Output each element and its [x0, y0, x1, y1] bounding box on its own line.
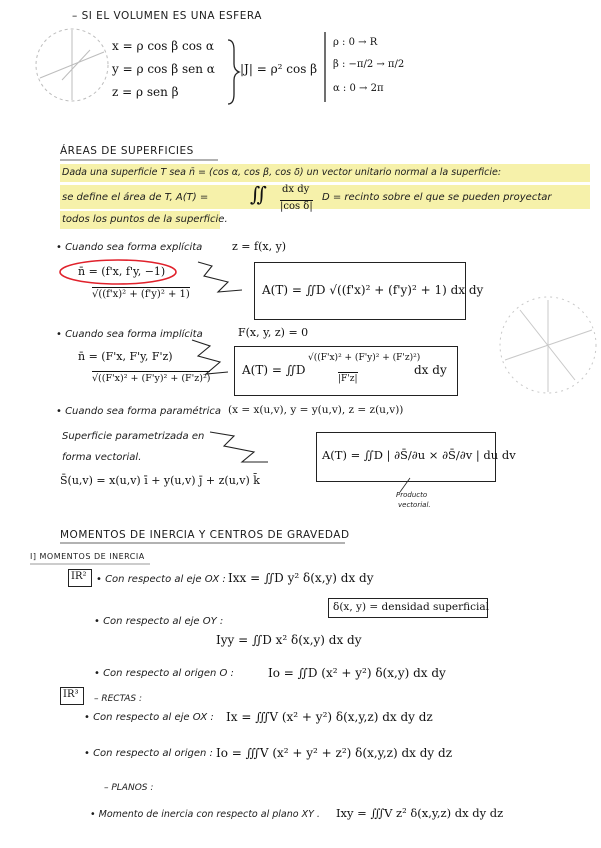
ox3-label: • Con respecto al eje OX :	[84, 712, 214, 723]
sphere-rho-range: ρ : 0 → R	[333, 37, 378, 48]
areas-title: ÁREAS DE SUPERFICIES	[60, 145, 194, 157]
product-note-2: vectorial.	[398, 501, 431, 509]
sphere-jacobian: |J| = ρ² cos β	[240, 62, 318, 76]
r3-label: IR³	[63, 689, 79, 700]
explicit-function: z = f(x, y)	[232, 240, 287, 253]
implicit-label: • Cuando sea forma implícita	[56, 329, 203, 340]
origin3-formula: Io = ∭V (x² + y² + z²) δ(x,y,z) dx dy dz	[216, 746, 453, 760]
axis-sketch-icon	[500, 297, 596, 393]
parametric-arrow-icon	[210, 432, 268, 462]
areas-frac-num: dx dy	[282, 184, 310, 195]
density-definition: δ(x, y) = densidad superficial	[333, 601, 489, 613]
implicit-area-formula-num: √((F'x)² + (F'y)² + (F'z)²)	[308, 353, 421, 363]
sphere-brace-icon	[228, 40, 239, 104]
implicit-normal-denominator: √((F'x)² + (F'y)² + (F'z)²)	[92, 373, 211, 384]
explicit-arrow-icon	[198, 262, 242, 292]
sphere-alpha-range: α : 0 → 2π	[333, 83, 384, 94]
areas-frac-den: |cos δ|	[280, 201, 313, 212]
rectas-label: – RECTAS :	[94, 694, 143, 704]
r2-label: IR²	[71, 571, 87, 582]
implicit-area-formula-a: A(T) = ∬D	[242, 363, 306, 377]
parametric-vector: S̄(u,v) = x(u,v) ī + y(u,v) j̄ + z(u,v) k̄	[60, 474, 260, 487]
plane-label: • Momento de inercia con respecto al plano XY .	[90, 809, 320, 820]
sphere-y-equation: y = ρ cos β sen α	[112, 62, 215, 76]
sphere-heading: – SI EL VOLUMEN ES UNA ESFERA	[72, 10, 262, 22]
areas-definition-line2-b: D = recinto sobre el que se pueden proyectar	[322, 192, 552, 203]
product-note-1: Producto	[396, 491, 428, 499]
areas-definition-line3: todos los puntos de la superficie.	[62, 214, 228, 225]
implicit-area-formula-b: dx dy	[414, 363, 447, 377]
oy-formula: Iyy = ∬D x² δ(x,y) dx dy	[216, 633, 362, 647]
sphere-z-equation: z = ρ sen β	[112, 85, 179, 99]
moments-subtitle: I] MOMENTOS DE INERCIA	[30, 552, 145, 561]
implicit-area-formula-den: |F'z|	[338, 374, 358, 384]
ox-formula: Ixx = ∬D y² δ(x,y) dx dy	[228, 571, 374, 585]
explicit-label: • Cuando sea forma explícita	[56, 242, 203, 253]
implicit-normal-numerator: n̄ = (F'x, F'y, F'z)	[78, 350, 173, 363]
sphere-beta-range: β : −π/2 → π/2	[333, 59, 405, 70]
sphere-x-equation: x = ρ cos β cos α	[112, 39, 215, 53]
parametric-function: (x = x(u,v), y = y(u,v), z = z(u,v))	[228, 404, 404, 416]
plane-formula: Ixy = ∭V z² δ(x,y,z) dx dy dz	[336, 806, 504, 820]
parametric-description-2: forma vectorial.	[62, 452, 142, 463]
origin-label: • Con respecto al origen O :	[94, 668, 234, 679]
ox3-formula: Ix = ∭V (x² + y²) δ(x,y,z) dx dy dz	[226, 710, 433, 724]
areas-definition-line1: Dada una superficie T sea n̄ = (cos α, cos β, cos δ) un vector unitario normal a la superficie:	[62, 167, 502, 178]
origin3-label: • Con respecto al origen :	[84, 748, 213, 759]
ox-label: • Con respecto al eje OX :	[96, 574, 226, 585]
origin-formula: Io = ∬D (x² + y²) δ(x,y) dx dy	[268, 666, 446, 680]
explicit-normal-numerator: n̄ = (f'x, f'y, −1)	[78, 265, 166, 278]
parametric-area-formula: A(T) = ∬D | ∂S̄/∂u × ∂S̄/∂v | du dv	[322, 448, 516, 462]
areas-definition-line2-a: se define el área de T, A(T) =	[62, 192, 209, 203]
implicit-function: F(x, y, z) = 0	[238, 326, 309, 339]
explicit-area-formula: A(T) = ∬D √((f'x)² + (f'y)² + 1) dx dy	[262, 283, 484, 297]
areas-integral-sign: ∬	[250, 182, 268, 206]
planos-label: – PLANOS :	[104, 783, 154, 793]
explicit-normal-denominator: √((f'x)² + (f'y)² + 1)	[92, 289, 190, 300]
parametric-label: • Cuando sea forma paramétrica	[56, 406, 222, 417]
moments-title: MOMENTOS DE INERCIA Y CENTROS DE GRAVEDAD	[60, 529, 350, 541]
sphere-sketch-icon	[36, 29, 108, 101]
implicit-arrow-icon	[192, 340, 228, 374]
parametric-description-1: Superficie parametrizada en	[62, 431, 205, 442]
oy-label: • Con respecto al eje OY :	[94, 616, 224, 627]
